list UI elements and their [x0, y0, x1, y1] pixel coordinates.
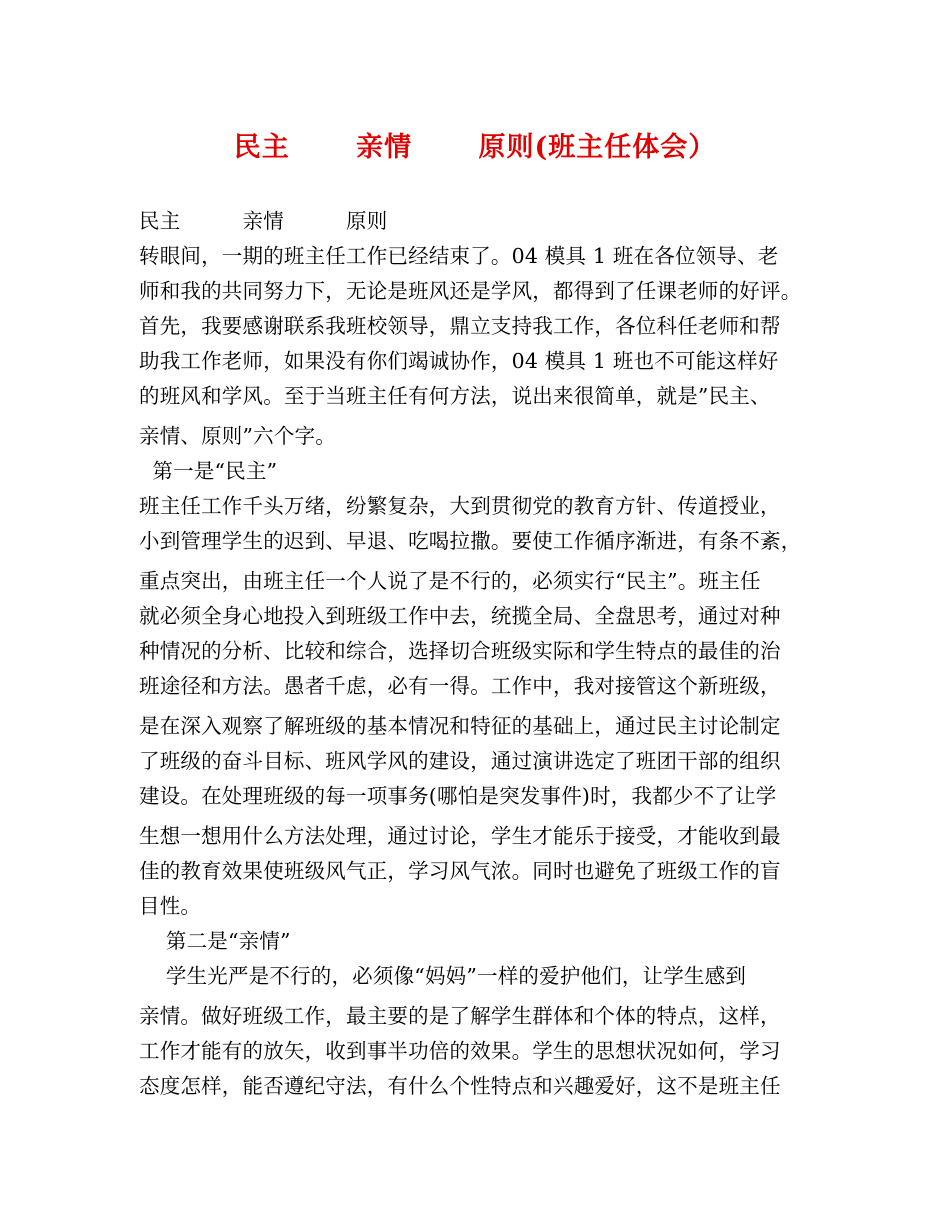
text-line: 佳的教育效果使班级风气正，学习风气浓。同时也避免了班级工作的盲: [139, 859, 781, 883]
text-line: 了班级的奋斗目标、班风学风的建设，通过演讲选定了班团干部的组织: [139, 749, 781, 773]
text-line: 的班风和学风。至于当班主任有何方法，说出来很简单，就是”民主、: [139, 384, 771, 408]
text-line: 师和我的共同努力下，无论是班风还是学风，都得到了任课老师的好评。: [139, 279, 802, 303]
text-line: 小到管理学生的迟到、早退、吃喝拉撒。要使工作循序渐进，有条不紊，: [139, 529, 802, 553]
page-title: 民主 亲情 原则(班主任体会）: [233, 132, 717, 163]
section-heading: 第二是“亲情”: [139, 929, 291, 953]
text-line: 民主 亲情 原则: [139, 209, 388, 233]
text-line: 种情况的分析、比较和综合，选择切合班级实际和学生特点的最佳的治: [139, 639, 781, 663]
text-line: 亲情。做好班级工作，最主要的是了解学生群体和个体的特点，这样，: [139, 1004, 781, 1028]
text-line: 首先，我要感谢联系我班校领导，鼎立支持我工作，各位科任老师和帮: [139, 314, 781, 338]
text-line: 助我工作老师，如果没有你们竭诚协作，04 模具 1 班也不可能这样好: [139, 349, 779, 373]
text-line: 就必须全身心地投入到班级工作中去，统揽全局、全盘思考，通过对种: [139, 604, 781, 628]
text-line: 班主任工作千头万绪，纷繁复杂，大到贯彻党的教育方针、传道授业，: [139, 494, 781, 518]
text-line: 亲情、原则”六个字。: [139, 424, 336, 448]
text-line: 班途径和方法。愚者千虑，必有一得。工作中，我对接管这个新班级，: [139, 674, 781, 698]
text-line: 重点突出，由班主任一个人说了是不行的，必须实行“民主”。班主任: [139, 569, 761, 593]
text-line: 是在深入观察了解班级的基本情况和特征的基础上，通过民主讨论制定: [139, 714, 781, 738]
text-line: 建设。在处理班级的每一项事务(哪怕是突发事件)时，我都少不了让学: [139, 784, 777, 808]
text-line: 学生光严是不行的，必须像“妈妈”一样的爱护他们，让学生感到: [139, 964, 747, 988]
text-line: 生想一想用什么方法处理，通过讨论，学生才能乐于接受，才能收到最: [139, 824, 781, 848]
text-line: 态度怎样，能否遵纪守法，有什么个性特点和兴趣爱好，这不是班主任: [139, 1074, 781, 1098]
text-line: 工作才能有的放矢，收到事半功倍的效果。学生的思想状况如何，学习: [139, 1039, 781, 1063]
text-line: 目性。: [139, 894, 202, 918]
text-line: 转眼间，一期的班主任工作已经结束了。04 模具 1 班在各位领导、老: [139, 244, 779, 268]
section-heading: 第一是“民主”: [139, 459, 278, 483]
